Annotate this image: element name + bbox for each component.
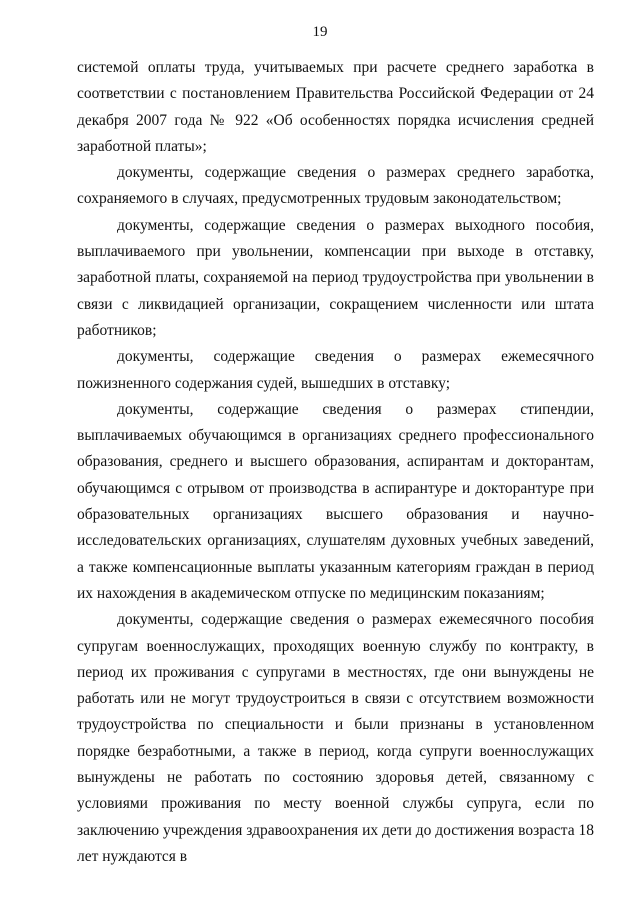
paragraph-military-spouse-allowance: документы, содержащие сведения о размерах ежемесячного пособия супругам военнослужащих, проходящих военную службу по контракту, в период их проживания с супругами в местностях, где они вынуждены не работать или не могут трудоустроиться в связи с отсутствием возможности трудоустройства по специальности и были признаны в установленном порядке безработными, а также в период, когда супруги военнослужащих вынуждены не работать по состоянию здоровья детей, связанному с условиями проживания по месту военной службы супруга, если по заключению учреждения здравоохранения их дети до достижения возраста 18 лет нуждаются в: [77, 611, 594, 865]
paragraph-judges-allowance: документы, содержащие сведения о размерах ежемесячного пожизненного содержания судей, вышедших в отставку;: [77, 348, 594, 392]
paragraph-scholarships: документы, содержащие сведения о размерах стипендии, выплачиваемых обучающимся в организациях среднего профессионального образования, среднего и высшего образования, аспирантам и докторантам, обучающимся с отрывом от производства в аспирантуре и докторантуре при образовательных организациях высшего образования и научно-исследовательских организациях, слушателям духовных учебных заведений, а также компенсационные выплаты указанным категориям граждан в период их нахождения в академическом отпуске по медицинским показаниям;: [77, 400, 594, 602]
paragraph-wage-system: системой оплаты труда, учитываемых при расчете среднего заработка в соответствии с постановлением Правительства Российской Федерации от 24 декабря 2007 года № 922 «Об особенностях порядка исчисления средней заработной платы»;: [77, 59, 594, 155]
document-body: [77, 55, 594, 870]
paragraph-average-earnings: документы, содержащие сведения о размерах среднего заработка, сохраняемого в случаях, предусмотренных трудовым законодательством;: [77, 164, 594, 208]
paragraph-severance-pay: документы, содержащие сведения о размерах выходного пособия, выплачиваемого при увольнении, компенсации при выходе в отставку, заработной платы, сохраняемой на период трудоустройства при увольнении в связи с ликвидацией организации, сокращением численности или штата работников;: [77, 216, 594, 339]
page-number: 19: [312, 24, 328, 40]
